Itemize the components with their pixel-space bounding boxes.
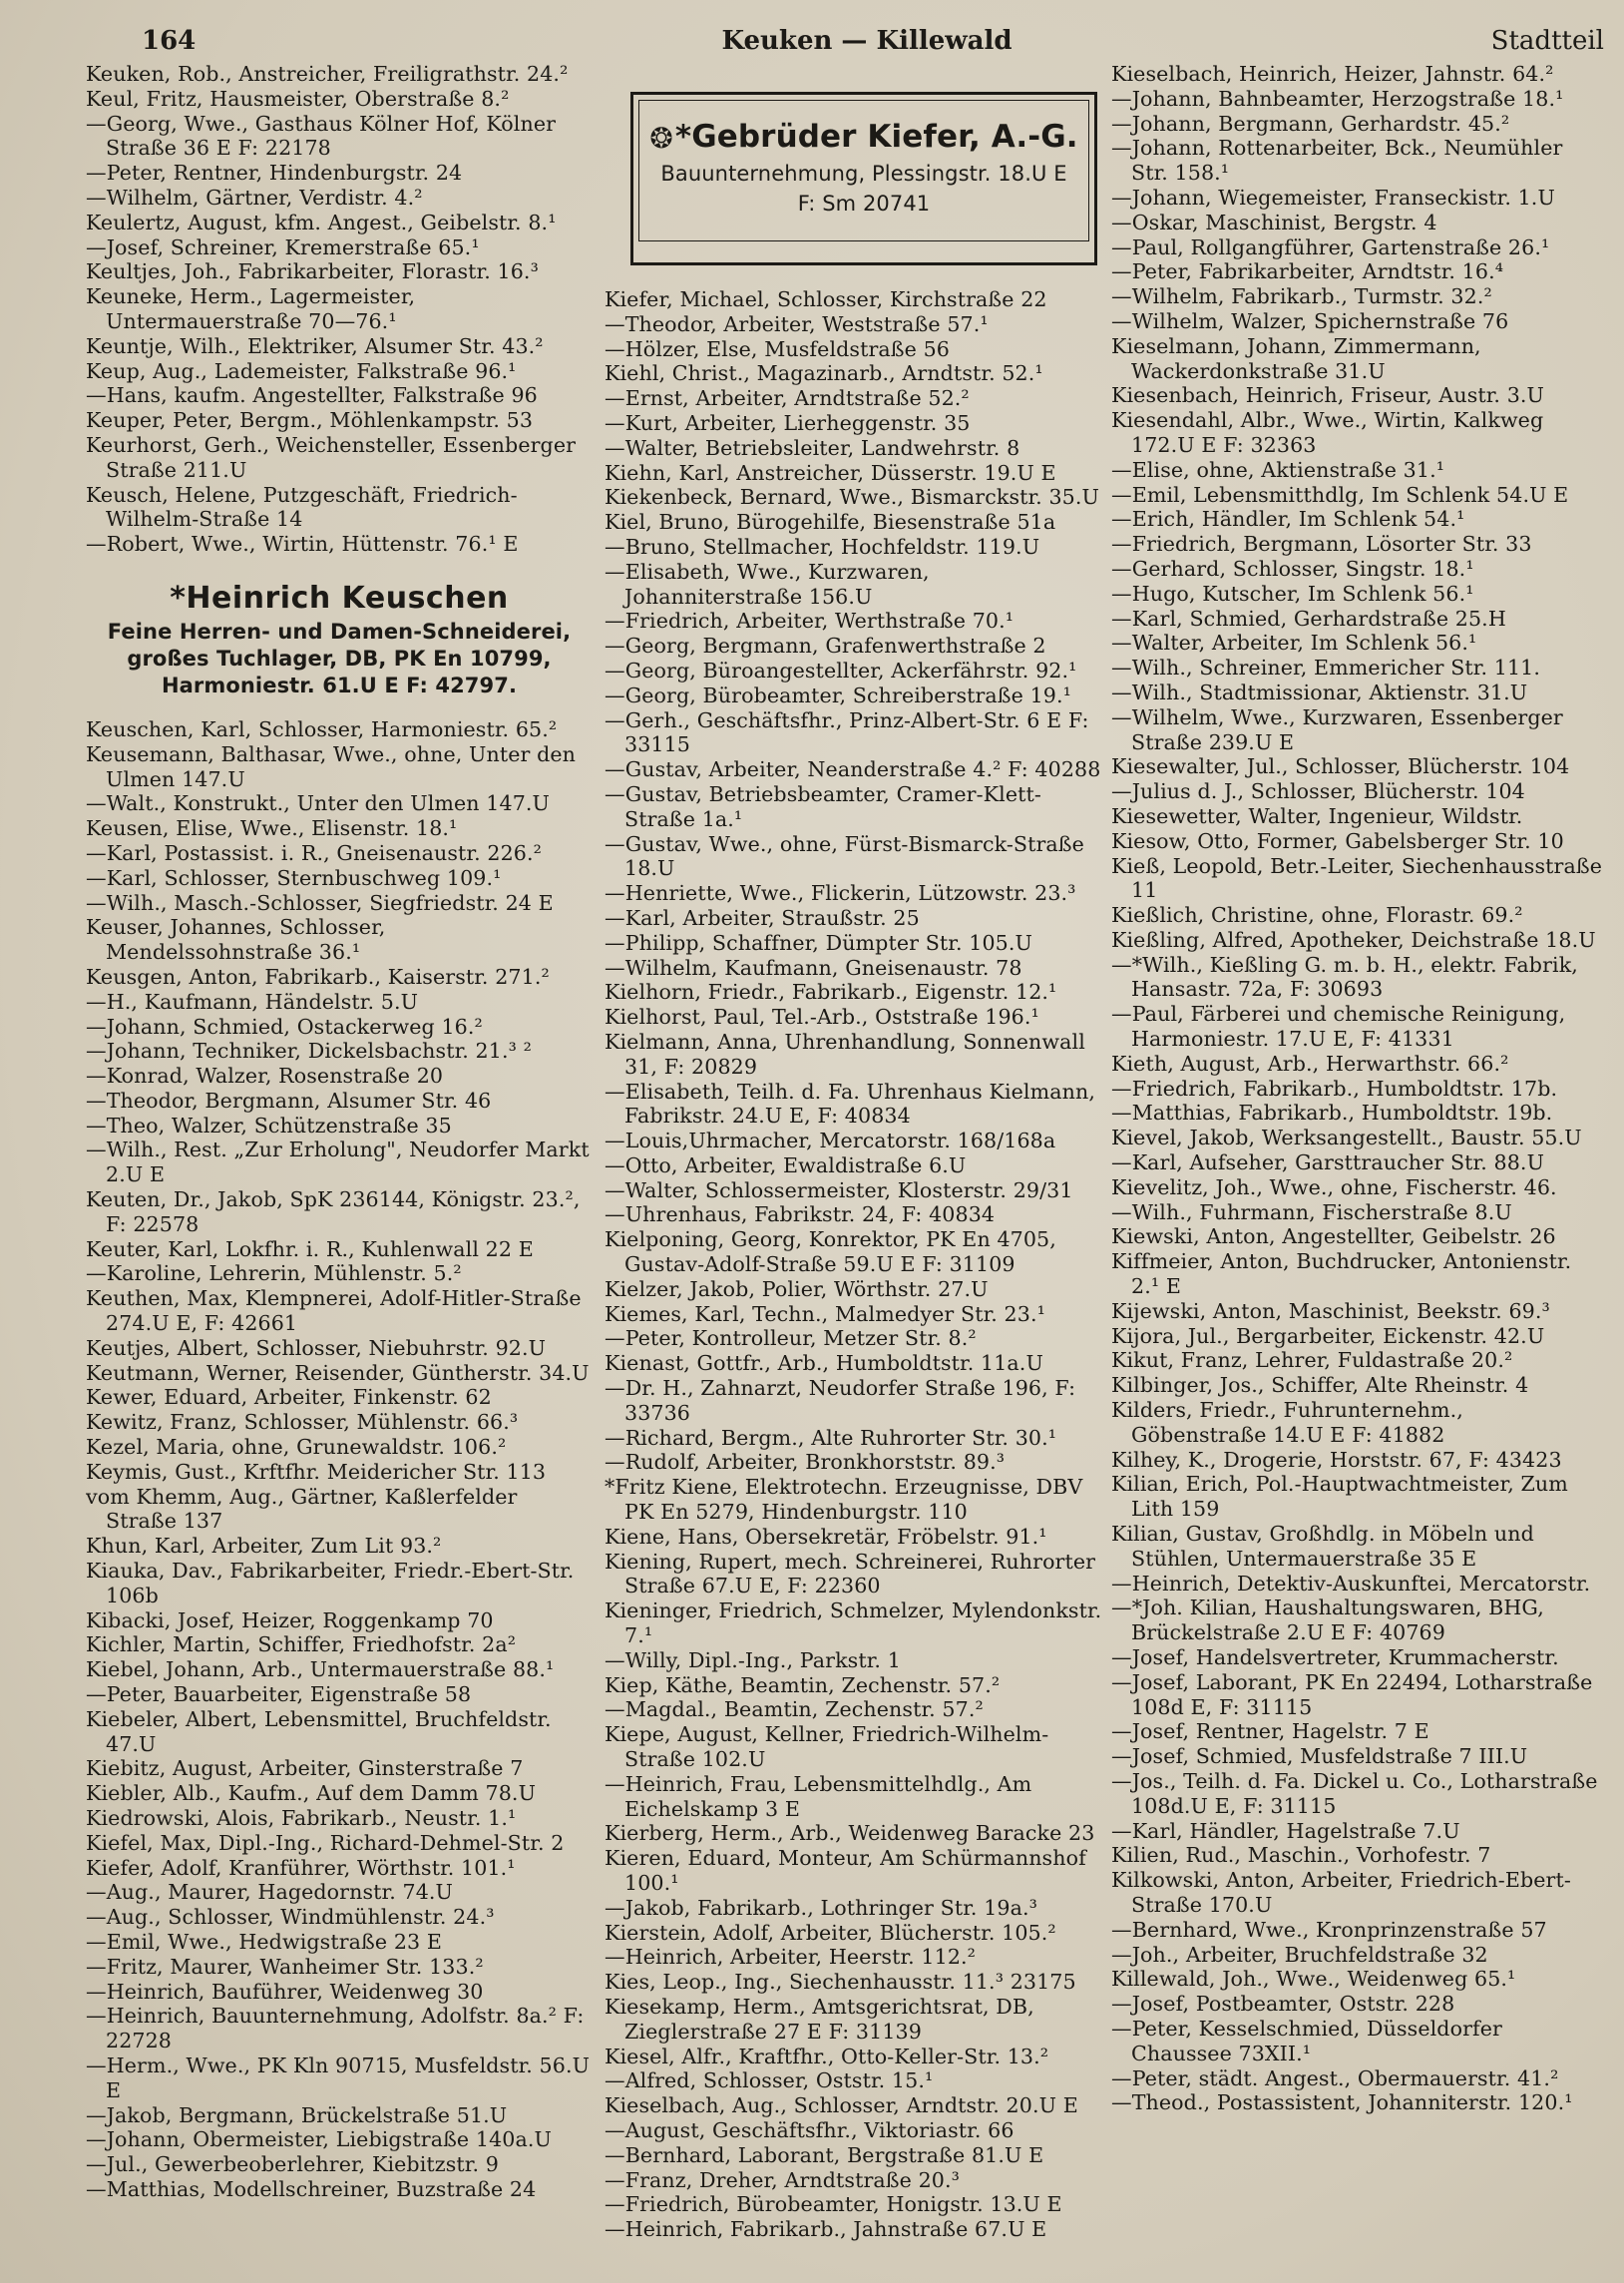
directory-entry: —Peter, Fabrikarbeiter, Arndtstr. 16.⁴ [1111,259,1504,284]
directory-entry: —Johann, Rottenarbeiter, Bck., Neumühler Str. 158.¹ [1111,136,1563,186]
directory-entry: —Uhrenhaus, Fabrikstr. 24, F: 40834 [605,1202,996,1227]
directory-entry: —Johann, Obermeister, Liebigstraße 140a.U [86,2127,552,2152]
directory-entry: Kiefel, Max, Dipl.-Ing., Richard-Dehmel-Str. 2 [86,1830,565,1855]
directory-entry: Keulertz, August, kfm. Angest., Geibelstr. 8.¹ [86,210,557,234]
directory-entry: —Jul., Gewerbeoberlehrer, Kiebitzstr. 9 [86,2152,499,2177]
directory-entry: Kievel, Jakob, Werksangestellt., Baustr. 55.U [1111,1126,1582,1150]
directory-entry: —Willy, Dipl.-Ing., Parkstr. 1 [605,1647,901,1672]
directory-entry: Kikut, Franz, Lehrer, Fuldastraße 20.² [1111,1348,1513,1373]
directory-entry: —Friedrich, Arbeiter, Werthstraße 70.¹ [605,609,1015,634]
ad-line: Bauunternehmung, Plessingstr. 18.U E [660,162,1067,186]
directory-entry: Kiesenbach, Heinrich, Friseur, Austr. 3.U [1111,383,1545,408]
directory-entry: —Erich, Händler, Im Schlenk 54.¹ [1111,507,1465,532]
directory-entry: Kilbinger, Jos., Schiffer, Alte Rheinstr. 4 [1111,1373,1529,1398]
directory-entry: Kielhorst, Paul, Tel.-Arb., Oststraße 196.¹ [605,1005,1039,1030]
directory-entry: —Gustav, Arbeiter, Neanderstraße 4.² F: 40288 [605,757,1101,782]
directory-entry: Kierstein, Adolf, Arbeiter, Blücherstr. 105.² [605,1920,1056,1945]
directory-entry: —Friedrich, Fabrikarb., Humboldtstr. 17b. [1111,1076,1558,1101]
directory-entry: Kiefer, Adolf, Kranführer, Wörthstr. 101.¹ [86,1855,516,1880]
directory-entry: —Georg, Bergmann, Grafenwerthstraße 2 [605,634,1046,659]
directory-entry: —Magdal., Beamtin, Zechenstr. 57.² [605,1697,984,1722]
directory-entry: —Wilh., Masch.-Schlosser, Siegfriedstr. 24 E [86,890,554,915]
directory-entry: —Peter, Bauarbeiter, Eigenstraße 58 [86,1682,472,1707]
directory-entry: —Aug., Maurer, Hagedornstr. 74.U [86,1880,454,1905]
directory-entry: Kiehl, Christ., Magazinarb., Arndtstr. 52.¹ [605,361,1043,386]
directory-entry: Kiening, Rupert, mech. Schreinerei, Ruhrorter Straße 67.U E, F: 22360 [605,1549,1096,1598]
directory-entry: —Bruno, Stellmacher, Hochfeldstr. 119.U [605,534,1040,559]
directory-entry: Kievelitz, Joh., Wwe., ohne, Fischerstr. 46. [1111,1174,1557,1199]
ad-line: F: Sm 20741 [797,192,931,216]
directory-entry: —Dr. H., Zahnarzt, Neudorfer Straße 196, F: 33736 [605,1376,1076,1425]
directory-entry: —Peter, Kesselschmied, Düsseldorfer Chaussee 73XII.¹ [1111,2016,1502,2065]
directory-entry: Keuneke, Herm., Lagermeister, Untermauerstraße 70—76.¹ [86,284,416,333]
directory-entry: Keuntje, Wilh., Elektriker, Alsumer Str. 43.² [86,333,544,358]
directory-entry: Kijewski, Anton, Maschinist, Beekstr. 69.³ [1111,1298,1550,1323]
directory-entry: —Hugo, Kutscher, Im Schlenk 56.¹ [1111,581,1474,606]
directory-entry: —Aug., Schlosser, Windmühlenstr. 24.³ [86,1905,495,1930]
ad-name-row [639,117,1088,159]
directory-entry: Kielmann, Anna, Uhrenhandlung, Sonnenwall 31, F: 20829 [605,1029,1085,1079]
directory-entry: Khun, Karl, Arbeiter, Zum Lit 93.² [86,1534,442,1559]
directory-entry: —Walt., Konstrukt., Unter den Ulmen 147.U [86,791,551,816]
directory-entry: Keusen, Elise, Wwe., Elisenstr. 18.¹ [86,816,458,841]
directory-entry: —Peter, Kontrolleur, Metzer Str. 8.² [605,1326,977,1351]
directory-entry: Kiebel, Johann, Arb., Untermauerstraße 88.¹ [86,1657,555,1682]
ad-line: Harmoniestr. 61.U E F: 42797. [161,673,518,697]
column-right [1111,62,1604,2273]
directory-entry: —Johann, Bahnbeamter, Herzogstraße 18.¹ [1111,86,1564,111]
directory-entry: Keymis, Gust., Krftfhr. Meidericher Str. 113 [86,1459,547,1484]
directory-entry: —Josef, Schmied, Musfeldstraße 7 III.U [1111,1744,1528,1769]
directory-entry: —Josef, Schreiner, Kremerstraße 65.¹ [86,234,480,259]
directory-entry: Kiebler, Alb., Kaufm., Auf dem Damm 78.U [86,1781,537,1806]
directory-entry: —Heinrich, Frau, Lebensmittelhdlg., Am Eichelskamp 3 E [605,1771,1032,1821]
directory-entry: —Franz, Dreher, Arndtstraße 20.³ [605,2167,960,2192]
column-left-entries-bottom [86,717,593,2202]
directory-entry: Kiene, Hans, Obersekretär, Fröbelstr. 91.¹ [605,1524,1047,1549]
directory-entry: —Jakob, Fabrikarb., Lothringer Str. 19a.³ [605,1895,1037,1920]
directory-entry: —Wilh., Fuhrmann, Fischerstraße 8.U [1111,1199,1512,1224]
directory-entry: —Otto, Arbeiter, Ewaldistraße 6.U [605,1152,967,1177]
directory-entry: —Rudolf, Arbeiter, Bronkhorststr. 89.³ [605,1450,1006,1475]
directory-entry: —Wilhelm, Fabrikarb., Turmstr. 32.² [1111,284,1492,309]
directory-entry: —Elisabeth, Wwe., Kurzwaren, Johanniterstraße 156.U [605,559,930,609]
directory-entry: Kilders, Friedr., Fuhrunternehm., Göbenstraße 14.U E F: 41882 [1111,1398,1463,1447]
directory-entry: —Paul, Rollgangführer, Gartenstraße 26.¹ [1111,234,1550,259]
directory-entry: —Elise, ohne, Aktienstraße 31.¹ [1111,457,1445,482]
column-middle [605,62,1109,2273]
directory-entry: —August, Geschäftsfhr., Viktoriastr. 66 [605,2117,1015,2142]
directory-entry: —Jos., Teilh. d. Fa. Dickel u. Co., Lotharstraße 108d.U E, F: 31115 [1111,1768,1598,1818]
directory-entry: Keuter, Karl, Lokfhr. i. R., Kuhlenwall 22 E [86,1236,534,1261]
directory-entry: —Josef, Handelsvertreter, Krummacherstr. [1111,1645,1559,1669]
directory-entry: —Joh., Arbeiter, Bruchfeldstraße 32 [1111,1942,1488,1967]
directory-entry: Keul, Fritz, Hausmeister, Oberstraße 8.² [86,86,510,111]
directory-entry: —Johann, Bergmann, Gerhardstr. 45.² [1111,111,1510,136]
directory-entry: —Jakob, Bergmann, Brückelstraße 51.U [86,2102,508,2127]
directory-entry: —Wilhelm, Gärtner, Verdistr. 4.² [86,185,423,210]
directory-entry: Kiemes, Karl, Techn., Malmedyer Str. 23.¹ [605,1301,1045,1326]
directory-entry: —Georg, Bürobeamter, Schreiberstraße 19.¹ [605,683,1072,707]
directory-entry: —Peter, städt. Angest., Obermauerstr. 41.² [1111,2065,1559,2090]
directory-entry: —Hans, kaufm. Angestellter, Falkstraße 96 [86,383,538,408]
directory-entry: —Emil, Lebensmitthdlg, Im Schlenk 54.U E [1111,482,1569,507]
ad-line: Feine Herren- und Damen-Schneiderei, [107,619,572,644]
directory-entry: —Wilhelm, Walzer, Spichernstraße 76 [1111,308,1509,333]
directory-entry: —Josef, Rentner, Hagelstr. 7 E [1111,1719,1429,1744]
directory-entry: Keutmann, Werner, Reisender, Güntherstr. 34.U [86,1360,590,1385]
directory-entry: Kiekenbeck, Bernard, Wwe., Bismarckstr. 35.U [605,485,1099,510]
section-label: Stadtteil [1490,26,1604,56]
directory-entry: —Robert, Wwe., Wirtin, Hüttenstr. 76.¹ E [86,532,519,557]
directory-entry: —Gerh., Geschäftsfhr., Prinz-Albert-Str. 6 E F: 33115 [605,707,1089,757]
directory-entry: Kieselbach, Heinrich, Heizer, Jahnstr. 64.² [1111,62,1554,86]
directory-entry: —Friedrich, Bergmann, Lösorter Str. 33 [1111,532,1532,557]
advertisement-keuschen [92,579,587,699]
directory-entry: Killewald, Joh., Wwe., Weidenweg 65.¹ [1111,1967,1516,1992]
directory-entry: —Theodor, Arbeiter, Weststraße 57.¹ [605,311,989,336]
directory-entry: —Wilh., Stadtmissionar, Aktienstr. 31.U [1111,680,1528,704]
directory-entry: Kiebitz, August, Arbeiter, Ginsterstraße 7 [86,1756,524,1781]
column-middle-entries [605,287,1109,2242]
directory-entry: Kiel, Bruno, Bürogehilfe, Biesenstraße 51a [605,510,1056,535]
directory-entry: Kieninger, Friedrich, Schmelzer, Mylendonkstr. 7.¹ [605,1598,1102,1648]
directory-entry: Kiffmeier, Anton, Buchdrucker, Antonienstr. 2.¹ E [1111,1249,1572,1299]
directory-entry: —H., Kaufmann, Händelstr. 5.U [86,989,419,1014]
directory-entry: —Alfred, Schlosser, Oststr. 15.¹ [605,2068,934,2093]
directory-entry: Kiesow, Otto, Former, Gabelsberger Str. 10 [1111,828,1564,853]
directory-entry: Keuser, Johannes, Schlosser, Mendelssohnstraße 36.¹ [86,915,386,965]
directory-entry: Kiesendahl, Albr., Wwe., Wirtin, Kalkweg 172.U E F: 32363 [1111,408,1544,457]
directory-entry: —Theo, Walzer, Schützenstraße 35 [86,1113,452,1138]
directory-entry: —Wilhelm, Wwe., Kurzwaren, Essenberger Straße 239.U E [1111,704,1563,754]
directory-entry: —Johann, Techniker, Dickelsbachstr. 21.³ ² [86,1039,532,1064]
directory-entry: Keutjes, Albert, Schlosser, Niebuhrstr. 92.U [86,1335,547,1360]
ad-name: *Heinrich Keuschen [170,580,509,616]
directory-entry: —Wilh., Schreiner, Emmericher Str. 111. [1111,656,1541,681]
directory-entry: Kies, Leop., Ing., Siechenhausstr. 11.³ 23175 [605,1970,1076,1995]
directory-entry: —*Joh. Kilian, Haushaltungswaren, BHG, Brückelstraße 2.U E F: 40769 [1111,1596,1544,1645]
directory-entry: —Friedrich, Bürobeamter, Honigstr. 13.U E [605,2192,1062,2217]
directory-entry: —Theodor, Bergmann, Alsumer Str. 46 [86,1088,492,1113]
directory-entry: Kichler, Martin, Schiffer, Friedhofstr. 2a² [86,1632,517,1657]
directory-entry: Kilien, Rud., Maschin., Vorhofestr. 7 [1111,1843,1491,1868]
directory-entry: —Theod., Postassistent, Johanniterstr. 120.¹ [1111,2090,1573,2115]
directory-entry: —Josef, Postbeamter, Oststr. 228 [1111,1992,1455,2017]
directory-entry: Kezel, Maria, ohne, Grunewaldstr. 106.² [86,1435,507,1460]
directory-entry: Keurhorst, Gerh., Weichensteller, Essenberger Straße 211.U [86,432,577,482]
directory-entry: Kiefer, Michael, Schlosser, Kirchstraße 22 [605,287,1047,311]
directory-entry: Keuken, Rob., Anstreicher, Freiligrathstr. 24.² [86,62,569,86]
page-number: 164 [142,26,197,56]
column-left [86,62,593,2273]
directory-entry: Kiedrowski, Alois, Fabrikarb., Neustr. 1.¹ [86,1806,517,1830]
directory-entry: Keup, Aug., Lademeister, Falkstraße 96.¹ [86,358,517,383]
directory-entry: —Georg, Wwe., Gasthaus Kölner Hof, Kölner Straße 36 E F: 22178 [86,111,557,161]
directory-entry: —Wilhelm, Kaufmann, Gneisenaustr. 78 [605,955,1022,980]
ad-name: *Gebrüder Kiefer, A.-G. [674,119,1078,155]
directory-entry: Keusemann, Balthasar, Wwe., ohne, Unter den Ulmen 147.U [86,741,577,791]
directory-entry: Kieselbach, Aug., Schlosser, Arndtstr. 20.U E [605,2093,1078,2118]
directory-entry: —Paul, Färberei und chemische Reinigung, Harmoniestr. 17.U E, F: 41331 [1111,1002,1566,1052]
directory-entry: —Johann, Wiegemeister, Franseckistr. 1.U [1111,185,1555,210]
directory-entry: Kiehn, Karl, Anstreicher, Düsserstr. 19.U E [605,460,1056,485]
directory-entry: —Johann, Schmied, Ostackerweg 16.² [86,1014,483,1039]
directory-entry: Kewer, Eduard, Arbeiter, Finkenstr. 62 [86,1385,492,1410]
directory-entry: Keuper, Peter, Bergm., Möhlenkampstr. 53 [86,408,534,433]
advertisement-gebrueder-kiefer [630,92,1097,265]
directory-entry: Kibacki, Josef, Heizer, Roggenkamp 70 [86,1607,494,1632]
directory-entry: —Kurt, Arbeiter, Lierheggenstr. 35 [605,410,971,435]
directory-entry: —Georg, Büroangestellter, Ackerfährstr. 92.¹ [605,658,1077,683]
directory-entry: Kieth, August, Arb., Herwarthstr. 66.² [1111,1051,1509,1076]
directory-entry: —Hölzer, Else, Musfeldstraße 56 [605,336,950,361]
directory-entry: —Bernhard, Laborant, Bergstraße 81.U E [605,2142,1044,2167]
directory-entry: —Heinrich, Detektiv-Auskunftei, Mercatorstr. [1111,1571,1591,1596]
directory-entry: Kieselmann, Johann, Zimmermann, Wackerdonkstraße 31.U [1111,333,1481,383]
directory-entry: —Gustav, Betriebsbeamter, Cramer-Klett-Straße 1a.¹ [605,781,1041,831]
directory-entry: Kiauka, Dav., Fabrikarbeiter, Friedr.-Ebert-Str. 106b [86,1559,575,1607]
directory-entry: —Ernst, Arbeiter, Arndtstraße 52.² [605,386,970,411]
directory-entry: —Heinrich, Bauführer, Weidenweg 30 [86,1979,484,2004]
directory-entry: Kiep, Käthe, Beamtin, Zechenstr. 57.² [605,1672,1001,1697]
directory-entry: Kiewski, Anton, Angestellter, Geibelstr. 26 [1111,1224,1556,1249]
directory-entry: Kiepe, August, Kellner, Friedrich-Wilhelm-Straße 102.U [605,1722,1049,1772]
directory-entry: —Gerhard, Schlosser, Singstr. 18.¹ [1111,556,1474,581]
directory-entry: —Oskar, Maschinist, Bergstr. 4 [1111,210,1437,234]
directory-entry: Kieren, Eduard, Monteur, Am Schürmannshof 100.¹ [605,1846,1086,1895]
directory-entry: —Elisabeth, Teilh. d. Fa. Uhrenhaus Kielmann, Fabrikstr. 24.U E, F: 40834 [605,1079,1095,1129]
directory-entry: —Heinrich, Bauunternehmung, Adolfstr. 8a.² F: 22728 [86,2004,585,2054]
directory-entry: —Konrad, Walzer, Rosenstraße 20 [86,1064,444,1089]
directory-entry: Kiesekamp, Herm., Amtsgerichtsrat, DB, Zieglerstraße 27 E F: 31139 [605,1994,1034,2044]
directory-entry: Keultjes, Joh., Fabrikarbeiter, Florastr. 16.³ [86,259,539,284]
logo-icon: ❂ [649,122,673,155]
directory-entry: —Karl, Schmied, Gerhardstraße 25.H [1111,606,1506,631]
directory-entry: —Karl, Arbeiter, Straußstr. 25 [605,905,920,930]
directory-entry: Kießlich, Christine, ohne, Florastr. 69.² [1111,903,1523,928]
directory-entry: —Julius d. J., Schlosser, Blücherstr. 104 [1111,779,1525,804]
directory-entry: Kieß, Leopold, Betr.-Leiter, Siechenhausstraße 11 [1111,853,1602,903]
directory-entry: Kießling, Alfred, Apotheker, Deichstraße 18.U [1111,927,1596,952]
directory-entry: —Karl, Schlosser, Sternbuschweg 109.¹ [86,865,502,890]
directory-entry: Kilian, Gustav, Großhdlg. in Möbeln und Stühlen, Untermauerstraße 35 E [1111,1522,1534,1571]
directory-entry: —Karoline, Lehrerin, Mühlenstr. 5.² [86,1261,462,1286]
directory-entry: Kierberg, Herm., Arb., Weidenweg Baracke 23 [605,1821,1095,1846]
directory-entry: Keuschen, Karl, Schlosser, Harmoniestr. 65.² [86,716,558,741]
ad-line: großes Tuchlager, DB, PK En 10799, [127,646,552,671]
directory-entry: —Philipp, Schaffner, Dümpter Str. 105.U [605,930,1032,955]
ad-frame [638,100,1089,241]
directory-entry: Keusch, Helene, Putzgeschäft, Friedrich-Wilhelm-Straße 14 [86,482,518,532]
directory-entry: Kilian, Erich, Pol.-Hauptwachtmeister, Zum Lith 159 [1111,1472,1568,1522]
directory-entry: —*Wilh., Kießling G. m. b. H., elektr. Fabrik, Hansastr. 72a, F: 30693 [1111,952,1578,1002]
directory-entry: —Peter, Rentner, Hindenburgstr. 24 [86,161,463,186]
running-title: Keuken — Killewald [721,26,1013,56]
directory-entry: Kienast, Gottfr., Arb., Humboldtstr. 11a.U [605,1351,1043,1376]
directory-entry: Keuten, Dr., Jakob, SpK 236144, Königstr. 23.², F: 22578 [86,1187,581,1236]
directory-entry: —Karl, Händler, Hagelstraße 7.U [1111,1818,1460,1843]
directory-entry: —Walter, Schlossermeister, Klosterstr. 29/31 [605,1177,1073,1202]
directory-entry: Kiesewetter, Walter, Ingenieur, Wildstr. [1111,803,1523,828]
directory-entry: *Fritz Kiene, Elektrotechn. Erzeugnisse, DBV PK En 5279, Hindenburgstr. 110 [605,1475,1083,1525]
directory-entry: —Emil, Wwe., Hedwigstraße 23 E [86,1929,443,1954]
directory-entry: —Wilh., Rest. „Zur Erholung", Neudorfer Markt 2.U E [86,1138,590,1187]
directory-entry: Kilkowski, Anton, Arbeiter, Friedrich-Ebert-Straße 170.U [1111,1868,1571,1917]
directory-entry: —Karl, Aufseher, Garsttraucher Str. 88.U [1111,1150,1545,1175]
column-left-entries-top [86,62,593,557]
directory-entry: Keuthen, Max, Klempnerei, Adolf-Hitler-Straße 274.U E, F: 42661 [86,1286,582,1336]
directory-entry: —Matthias, Modellschreiner, Buzstraße 24 [86,2176,537,2201]
directory-entry: Kiesewalter, Jul., Schlosser, Blücherstr. 104 [1111,754,1570,779]
directory-entry: —Karl, Postassist. i. R., Gneisenaustr. 226.² [86,840,542,865]
directory-entry: —Matthias, Fabrikarb., Humboldtstr. 19b. [1111,1101,1553,1126]
directory-entry: —Henriette, Wwe., Flickerin, Lützowstr. 23.³ [605,881,1076,906]
directory-entry: Kielponing, Georg, Konrektor, PK En 4705, Gustav-Adolf-Straße 59.U E F: 31109 [605,1227,1056,1277]
directory-entry: —Heinrich, Fabrikarb., Jahnstraße 67.U E [605,2217,1047,2242]
column-right-entries [1111,62,1604,2115]
directory-entry: Kilhey, K., Drogerie, Horststr. 67, F: 43423 [1111,1447,1562,1472]
directory-entry: —Josef, Laborant, PK En 22494, Lotharstraße 108d E, F: 31115 [1111,1669,1593,1719]
directory-entry: —Fritz, Maurer, Wanheimer Str. 133.² [86,1954,484,1979]
directory-entry: —Gustav, Wwe., ohne, Fürst-Bismarck-Straße 18.U [605,831,1084,881]
directory-entry: —Herm., Wwe., PK Kln 90715, Musfeldstr. 56.U E [86,2053,591,2102]
page-header [130,20,1604,66]
directory-entry: Kiebeler, Albert, Lebensmittel, Bruchfeldstr. 47.U [86,1706,552,1756]
directory-entry: —Richard, Bergm., Alte Ruhrorter Str. 30.¹ [605,1425,1057,1450]
directory-entry: —Louis,Uhrmacher, Mercatorstr. 168/168a [605,1129,1056,1153]
directory-entry: —Walter, Arbeiter, Im Schlenk 56.¹ [1111,631,1477,656]
directory-entry: Keusgen, Anton, Fabrikarb., Kaiserstr. 271.² [86,964,550,989]
directory-entry: —Bernhard, Wwe., Kronprinzenstraße 57 [1111,1917,1547,1942]
directory-entry: —Walter, Betriebsleiter, Landwehrstr. 8 [605,435,1020,460]
directory-entry: —Heinrich, Arbeiter, Heerstr. 112.² [605,1945,977,1970]
directory-entry: Kiesel, Alfr., Kraftfhr., Otto-Keller-Str. 13.² [605,2044,1049,2068]
directory-entry: Kielhorn, Friedr., Fabrikarb., Eigenstr. 12.¹ [605,980,1057,1005]
directory-entry: vom Khemm, Aug., Gärtner, Kaßlerfelder Straße 137 [86,1484,518,1534]
directory-entry: Kijora, Jul., Bergarbeiter, Eickenstr. 42.U [1111,1323,1545,1348]
directory-entry: Kielzer, Jakob, Polier, Wörthstr. 27.U [605,1276,989,1301]
directory-entry: Kewitz, Franz, Schlosser, Mühlenstr. 66.³ [86,1410,519,1435]
